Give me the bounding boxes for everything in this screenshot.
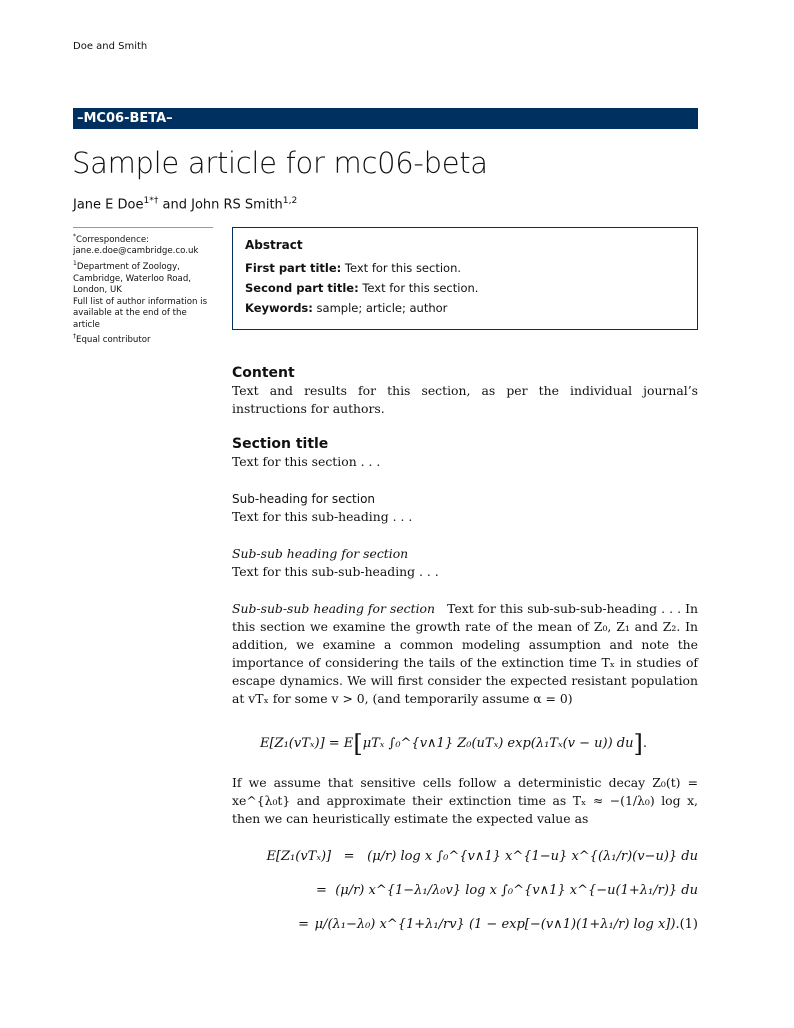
author-2: John RS Smith <box>191 197 283 213</box>
subheading: Sub-heading for section <box>232 492 376 506</box>
eq1-lhs: E[Z₁(vTₓ)] <box>266 849 332 864</box>
subsubsub-heading: Sub-sub-sub heading for section <box>232 601 435 616</box>
affiliation: Department of Zoology, Cambridge, Waterloo Road, London, UK <box>73 261 192 296</box>
author-1: Jane E Doe <box>73 197 144 213</box>
authors <box>73 196 297 212</box>
heading-section: Section title <box>232 436 329 452</box>
article-title: Sample article for mc06-beta <box>72 146 488 180</box>
journal-bar: –MC06-BETA– <box>73 108 698 129</box>
email-link[interactable]: jane.e.doe@cambridge.co.uk <box>73 246 199 257</box>
running-head: Doe and Smith <box>73 41 148 52</box>
part-text: sample; article; author <box>312 301 448 315</box>
abstract-part <box>245 261 685 276</box>
equals: = <box>343 849 355 864</box>
mark: * <box>73 233 77 240</box>
part-text: Text for this section. <box>341 261 462 275</box>
abstract-part <box>245 281 685 296</box>
abstract-heading: Abstract <box>245 238 303 252</box>
equals: = <box>298 917 310 932</box>
mark: † <box>73 333 77 341</box>
full-list-note: Full list of author information is available at the end of the article <box>73 296 208 330</box>
abstract-part <box>245 301 685 316</box>
eq1-row-3: μ/(λ₁−λ₀) x^{1+λ₁/rv} (1 − exp[−(v∧1)(1+λ₁/r) log x]). <box>314 917 680 932</box>
part-label: Keywords: <box>245 301 313 315</box>
subsub-text: Text for this sub-sub-heading . . . <box>232 564 439 579</box>
subsub-heading: Sub-sub heading for section <box>232 546 409 561</box>
part-label: First part title: <box>245 261 342 275</box>
eq1-row-1: (μ/r) log x ∫₀^{v∧1} x^{1−u} x^{(λ₁/r)(v−u)} du <box>367 849 698 864</box>
equation-1 <box>232 840 698 942</box>
equation-number: (1) <box>679 917 698 932</box>
eq0-body: μTₓ ∫₀^{v∧1} Z₀(uTₓ) exp(λ₁Tₓ(v − u)) du <box>362 736 634 751</box>
equal-contributor: Equal contributor <box>76 335 151 346</box>
equation-0: E[Z₁(vTₓ)] = E [ μTₓ ∫₀^{v∧1} Z₀(uTₓ) exp(λ₁Tₓ(v − u)) du ] . <box>260 730 648 758</box>
and: and <box>158 197 192 213</box>
author-2-affil: 1,2 <box>282 196 298 206</box>
paragraph-2: If we assume that sensitive cells follow a deterministic decay Z₀(t) = xe^{λ₀t} and approximate their extinction time as Tₓ ≈ −(1/λ₀) log x, then we can heuristically estimate the expected value as <box>232 775 698 826</box>
main-text <box>232 364 698 942</box>
subheading-text: Text for this sub-heading . . . <box>232 509 413 524</box>
heading-content: Content <box>232 365 295 381</box>
eq1-row-2: (μ/r) x^{1−λ₁/λ₀v} log x ∫₀^{v∧1} x^{−u(1+λ₁/r)} du <box>335 883 698 898</box>
correspondence-label: Correspondence: <box>76 234 150 245</box>
part-label: Second part title: <box>245 281 359 295</box>
abstract-box <box>232 227 698 330</box>
mark: 1 <box>73 260 77 268</box>
section-text: Text for this section . . . <box>232 454 381 469</box>
part-text: Text for this section. <box>358 281 479 295</box>
equals: = <box>315 883 327 898</box>
author-1-affil: 1*† <box>143 196 159 206</box>
author-notes <box>73 227 213 347</box>
content-text: Text and results for this section, as per the individual journal’s instructions for authors. <box>232 383 698 416</box>
paragraph-1: Text for this sub-sub-sub-heading . . . In this section we examine the growth rate of the mean of Z₀, Z₁ and Z₂. In addition, we examine a common modeling assumption and note the importance of considering the tails of the extinction time Tₓ in studies of escape dynamics. We will first consider the expected resistant population at vTₓ for some v > 0, (and temporarily assume α = 0) <box>232 601 698 706</box>
eq0-lhs: E[Z₁(vTₓ)] = E <box>260 736 354 751</box>
